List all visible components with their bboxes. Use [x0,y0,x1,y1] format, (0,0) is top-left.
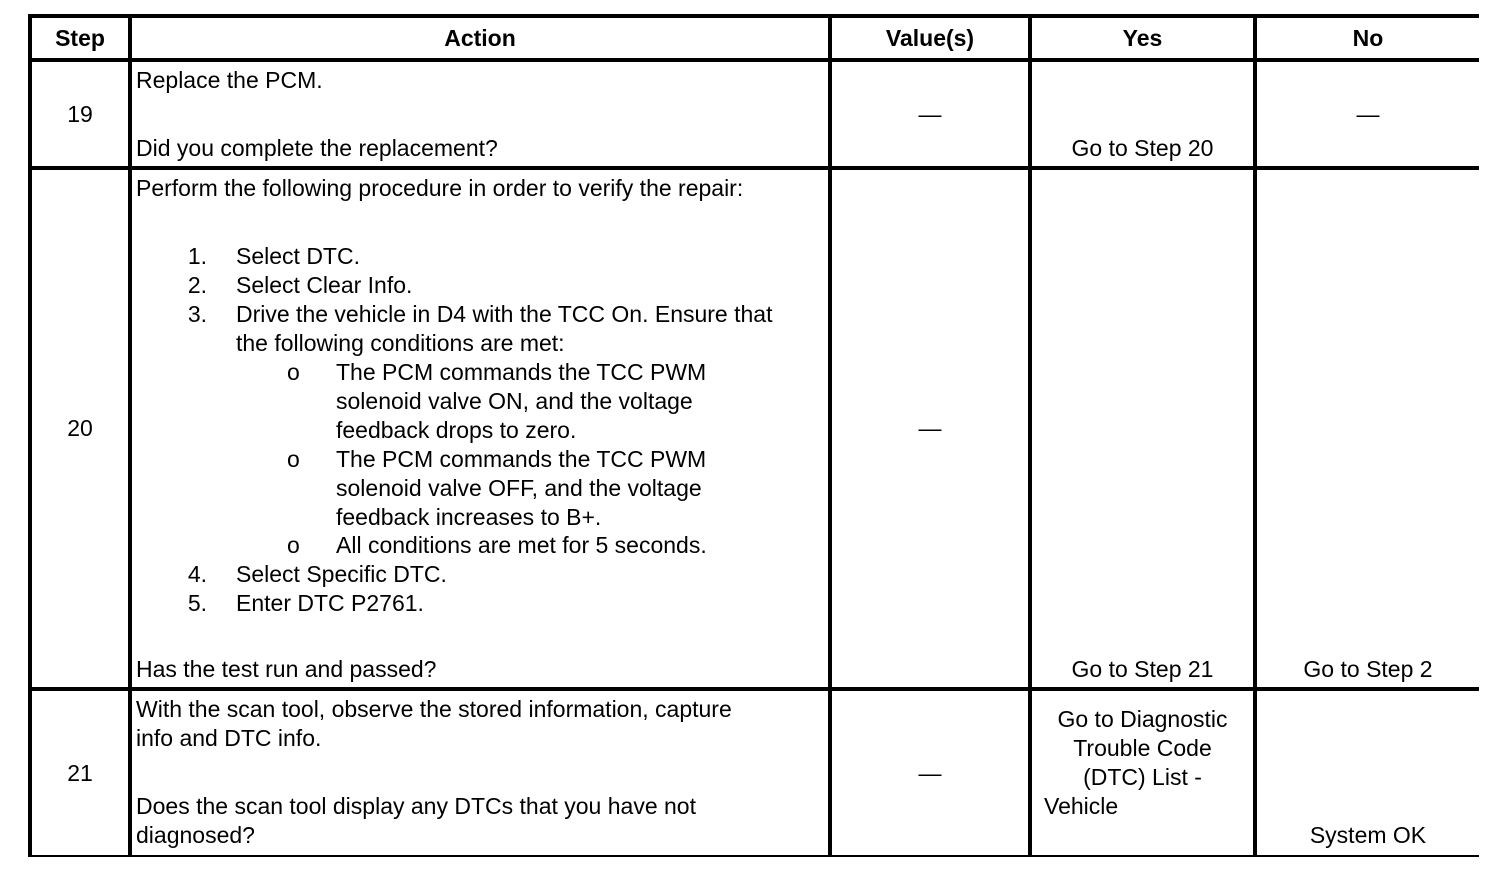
header-values: Value(s) [832,18,1028,58]
row-21-no [1257,691,1479,855]
action-intro: Perform the following procedure in order to verify the repair: [136,175,744,201]
values-text: — [918,100,942,127]
step-number: 21 [67,759,93,786]
yes-text: Trouble Code [1073,735,1212,761]
condition-text: All conditions are met for 5 seconds. [336,532,707,558]
item-text: Drive the vehicle in D4 with the TCC On. Ensure that [236,301,773,327]
values-text: — [918,759,942,786]
action-intro: Replace the PCM. [136,67,323,93]
row-21-values [832,691,1028,855]
bullet-icon: o [287,359,300,385]
row-20-step [32,170,128,687]
bullet-icon: o [287,532,300,558]
step-number: 20 [67,415,93,441]
yes-text: (DTC) List - [1083,764,1202,790]
no-text: System OK [1309,822,1427,848]
row-19-action [132,62,828,166]
no-text: — [1356,100,1380,127]
row-21-action [132,691,828,855]
action-intro: info and DTC info. [136,725,322,751]
row-21-step [32,691,128,855]
action-question: Does the scan tool display any DTCs that you have not [136,793,696,819]
condition-text: The PCM commands the TCC PWM [336,359,707,385]
no-text: Go to Step 2 [1303,656,1433,682]
yes-text: Go to Step 20 [1071,135,1214,161]
row-20-action [132,170,828,687]
action-intro: With the scan tool, observe the stored information, capture [136,696,732,722]
item-text: Select DTC. [236,243,360,269]
bullet-icon: o [287,446,300,472]
yes-text: Go to Diagnostic [1057,706,1228,732]
row-19-no [1257,62,1479,166]
header-action: Action [132,18,828,58]
row-20-no [1257,170,1479,687]
action-question: Did you complete the replacement? [136,135,498,161]
condition-text: feedback increases to B+. [336,504,602,530]
item-number: 5. [187,590,207,616]
action-question: diagnosed? [136,822,255,848]
item-number: 2. [187,272,207,298]
condition-text: solenoid valve OFF, and the voltage [336,475,702,501]
row-20-values [832,170,1028,687]
item-text: Select Clear Info. [236,272,413,298]
item-number: 1. [187,243,207,269]
step-number: 19 [67,100,93,127]
values-text: — [918,415,942,441]
condition-text: solenoid valve ON, and the voltage [336,388,693,414]
header-yes: Yes [1032,18,1253,58]
yes-text: Vehicle [1044,793,1119,819]
item-text: the following conditions are met: [236,330,565,356]
action-question: Has the test run and passed? [136,656,437,682]
row-19-step [32,62,128,166]
item-number: 3. [187,301,207,327]
row-19-yes [1032,62,1253,166]
diagnostic-table [28,14,1479,857]
header-step: Step [32,18,128,58]
item-text: Enter DTC P2761. [236,590,424,616]
item-text: Select Specific DTC. [236,561,447,587]
condition-text: The PCM commands the TCC PWM [336,446,707,472]
yes-text: Go to Step 21 [1071,656,1214,682]
item-number: 4. [187,561,207,587]
condition-text: feedback drops to zero. [336,417,577,443]
row-21-yes [1032,691,1253,855]
row-19-values [832,62,1028,166]
header-no: No [1257,18,1479,58]
row-20-yes [1032,170,1253,687]
